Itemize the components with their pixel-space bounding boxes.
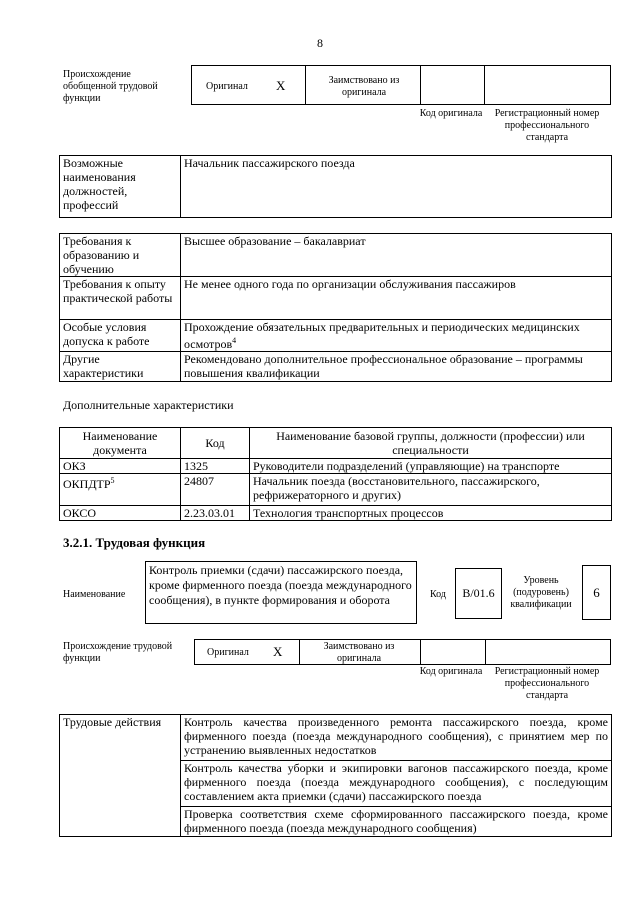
origin2-label: Происхождение трудовой функции (63, 641, 173, 664)
origin-label: Происхождение обобщенной трудовой функции (63, 69, 158, 104)
reg-number-label: Регистрационный номер профессионального стандарта (494, 108, 600, 143)
additional-heading: Дополнительные характеристики (63, 398, 234, 412)
row-okpdtr-code: 24807 (181, 474, 250, 506)
positions-table (59, 155, 612, 218)
additional-table (59, 427, 612, 521)
req-experience-label: Требования к опыту практической работы (60, 277, 181, 320)
row-okpdtr-name: Начальник поезда (восстановительного, пассажирского, рефрижераторного и других) (250, 474, 612, 506)
page-number: 8 (317, 36, 323, 50)
row-okso-doc: ОКСО (60, 506, 181, 521)
req-special-cell (181, 320, 612, 352)
section-heading: 3.2.1. Трудовая функция (63, 535, 206, 550)
col-code: Код (181, 428, 250, 459)
req-special-value: Прохождение обязательных предварительных и периодических медицинских осмотров (184, 320, 580, 351)
req-special-label: Особые условия допуска к работе (60, 320, 181, 352)
requirements-table (59, 233, 612, 382)
col-name: Наименование базовой группы, должности (профессии) или специальности (250, 428, 612, 459)
origin-table (191, 65, 611, 105)
function-name-box: Контроль приемки (сдачи) пассажирского поезда, кроме фирменного поезда (поезда международного сообщения), в пункте формирования и оборота (145, 561, 417, 624)
borrowed2-label: Заимствовано из оригинала (323, 641, 395, 664)
req-education-label: Требования к образованию и обучению (60, 234, 181, 277)
borrowed-label: Заимствовано из оригинала (328, 75, 400, 98)
req-experience-value: Не менее одного года по организации обслуживания пассажиров (181, 277, 612, 320)
footnote-5: 5 (110, 476, 115, 485)
row-okso-code: 2.23.03.01 (181, 506, 250, 521)
function-name-label: Наименование (63, 589, 126, 600)
actions-label: Трудовые действия (60, 715, 181, 837)
row-okso-name: Технология транспортных процессов (250, 506, 612, 521)
action-item-2: Контроль качества уборки и экипировки вагонов пассажирского поезда, кроме фирменного поезда (поезда международного сообщения), с последующим составлением акта приемки (сдачи) пассажирского поезда (181, 761, 612, 807)
row-okz-doc: ОКЗ (60, 459, 181, 474)
original2-label: Оригинал (207, 647, 249, 658)
origin2-table (194, 639, 611, 665)
positions-value: Начальник пассажирского поезда (181, 156, 612, 218)
actions-table (59, 714, 612, 837)
row-okz-code: 1325 (181, 459, 250, 474)
action-item-1: Контроль качества произведенного ремонта пассажирского поезда, кроме фирменного поезда (поезда международного сообщения), с принятием мер по устранению выявленных недостатков (181, 715, 612, 761)
req-other-value: Рекомендовано дополнительное профессиональное образование – программы повышения квалификации (181, 352, 612, 382)
original-label: Оригинал (206, 81, 248, 92)
row-okpdtr-doc-cell (60, 474, 181, 506)
level-label: Уровень (подуровень) квалификации (510, 575, 572, 610)
original2-code-label: Код оригинала (419, 666, 483, 677)
reg2-number-label: Регистрационный номер профессионального стандарта (494, 666, 600, 701)
original-mark: X (276, 78, 286, 93)
function-code-box: B/01.6 (455, 568, 502, 619)
original-code-label: Код оригинала (419, 108, 483, 119)
row-okz-name: Руководители подразделений (управляющие) на транспорте (250, 459, 612, 474)
level-box: 6 (582, 565, 611, 620)
action-item-3: Проверка соответствия схеме сформированного пассажирского поезда, кроме фирменного поезда (поезда международного сообщения) (181, 807, 612, 837)
req-other-label: Другие характеристики (60, 352, 181, 382)
req-education-value: Высшее образование – бакалавриат (181, 234, 612, 277)
positions-label: Возможные наименования должностей, профессий (60, 156, 181, 218)
footnote-4: 4 (232, 336, 237, 345)
row-okpdtr-doc: ОКПДТР (63, 477, 111, 491)
function-code-label: Код (430, 589, 446, 600)
col-document: Наименование документа (60, 428, 181, 459)
original2-mark: X (273, 644, 283, 659)
